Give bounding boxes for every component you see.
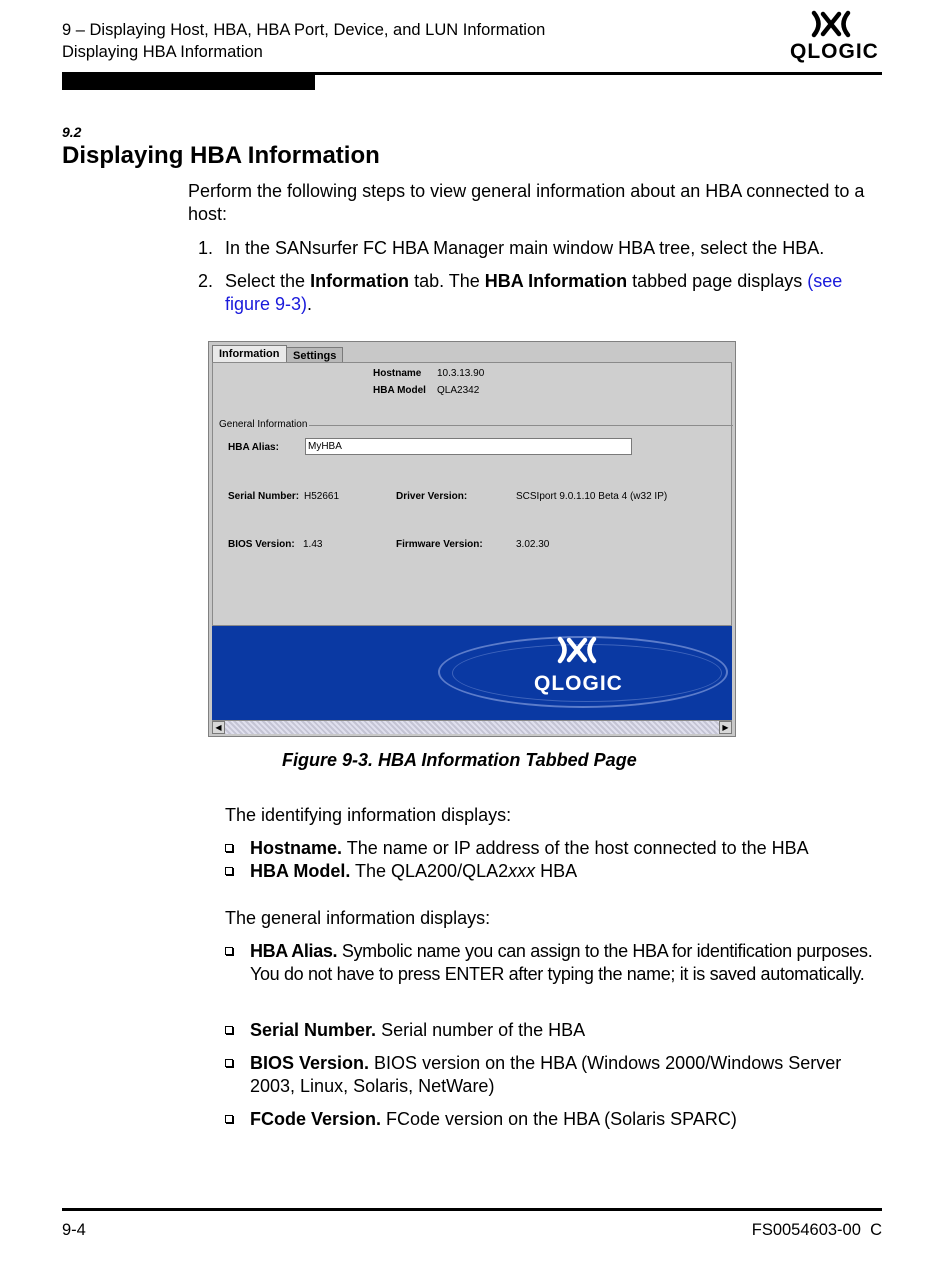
- page-number: 9-4: [62, 1221, 86, 1239]
- firmware-version-label: Firmware Version:: [396, 539, 483, 550]
- step-text: Select the Information tab. The HBA Information tabbed page displays (see figure 9-3).: [225, 271, 843, 314]
- serial-number-value: H52661: [304, 491, 340, 502]
- hba-information-screenshot: [208, 341, 736, 737]
- scroll-right-icon[interactable]: ▶: [719, 721, 732, 734]
- intro-paragraph: Perform the following steps to view general information about an HBA connected to a host:: [188, 181, 865, 224]
- bullet-box-icon: [225, 1059, 233, 1067]
- qlogic-logo: [788, 10, 882, 66]
- step-text: In the SANsurfer FC HBA Manager main window HBA tree, select the HBA.: [225, 238, 825, 258]
- identifying-intro: The identifying information displays:: [225, 805, 512, 825]
- bullet-box-icon: [225, 867, 233, 875]
- bullet-box-icon: [225, 947, 233, 955]
- step-number: 2.: [198, 271, 214, 291]
- logo-wordmark: QLOGIC: [790, 40, 879, 63]
- tab-settings[interactable]: Settings: [286, 347, 343, 362]
- driver-version-label: Driver Version:: [396, 491, 468, 502]
- step-number: 1.: [198, 238, 214, 258]
- banner-wordmark: QLOGIC: [534, 672, 623, 695]
- header-rule-tab: [62, 75, 315, 90]
- firmware-version-value: 3.02.30: [516, 539, 550, 550]
- hostname-value: 10.3.13.90: [437, 368, 485, 379]
- section-number: 9.2: [62, 124, 82, 140]
- bios-version-value: 1.43: [303, 539, 323, 550]
- running-header-chapter: 9 – Displaying Host, HBA, HBA Port, Device, and LUN Information: [62, 21, 546, 39]
- general-intro: The general information displays:: [225, 908, 491, 928]
- bullet-box-icon: [225, 1115, 233, 1123]
- tab-information[interactable]: Information: [212, 345, 287, 362]
- qlogic-mark-icon: [810, 10, 852, 38]
- serial-number-label: Serial Number:: [228, 491, 300, 502]
- hba-alias-label: HBA Alias:: [228, 442, 279, 453]
- driver-version-value: SCSIport 9.0.1.10 Beta 4 (w32 IP): [516, 491, 668, 502]
- running-header-section: Displaying HBA Information: [62, 43, 263, 61]
- document-number: FS0054603-00 C: [751, 1221, 882, 1239]
- footer-rule: [62, 1208, 882, 1211]
- scroll-left-icon[interactable]: ◀: [212, 721, 225, 734]
- hba-model-label: HBA Model: [373, 385, 426, 396]
- hba-model-value: QLA2342: [437, 385, 480, 396]
- figure-caption: Figure 9-3. HBA Information Tabbed Page: [282, 750, 637, 770]
- bullet-box-icon: [225, 1026, 233, 1034]
- bullet-box-icon: [225, 844, 233, 852]
- information-panel: [212, 362, 732, 626]
- horizontal-scrollbar[interactable]: [212, 720, 732, 734]
- figure-link[interactable]: (see figure 9-3): [225, 271, 843, 314]
- section-title: Displaying HBA Information: [62, 142, 380, 169]
- qlogic-banner: [212, 626, 732, 720]
- hba-alias-input[interactable]: MyHBA: [305, 438, 632, 455]
- qlogic-mark-icon: [556, 636, 598, 664]
- bios-version-label: BIOS Version:: [228, 539, 295, 550]
- general-information-label: General Information: [219, 419, 308, 430]
- hostname-label: Hostname: [373, 368, 422, 379]
